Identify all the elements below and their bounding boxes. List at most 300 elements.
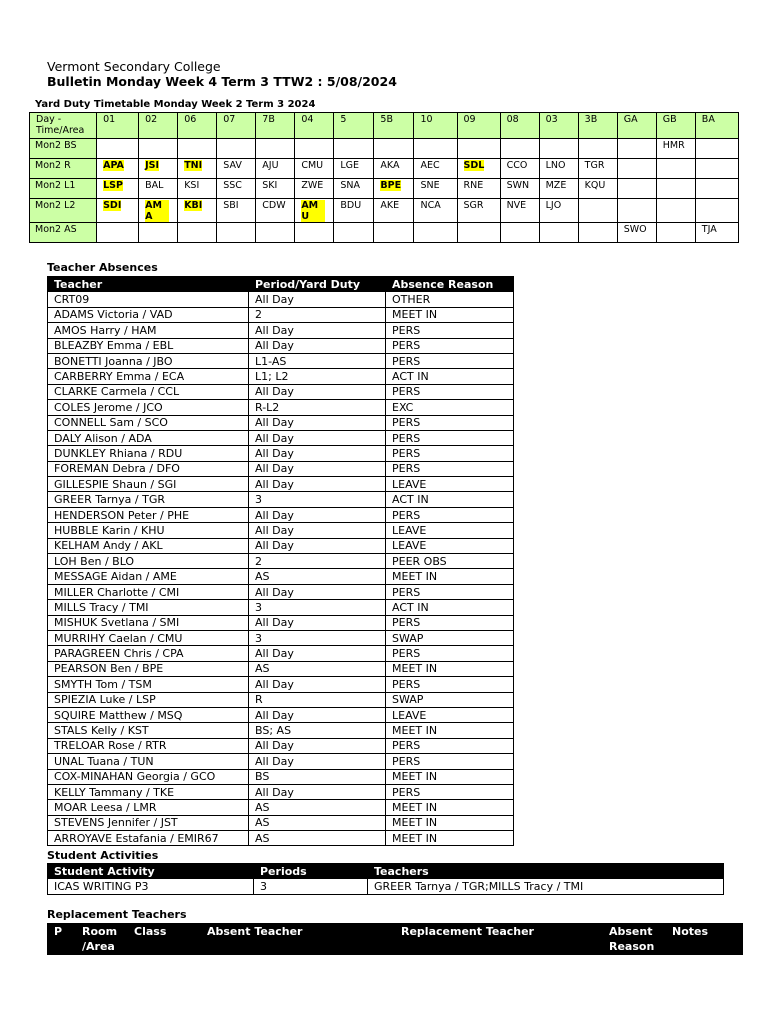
absence-row: [48, 477, 514, 492]
yard-duty-cell: [178, 139, 217, 159]
yard-duty-cell: [539, 159, 578, 179]
yard-duty-cell: [256, 179, 295, 199]
rep-col-class: Class: [134, 925, 167, 938]
duty-code: SAV: [223, 160, 242, 171]
yard-duty-cell: [334, 139, 374, 159]
absence-teacher: KELHAM Andy / AKL: [48, 538, 249, 553]
duty-code: CCO: [506, 160, 528, 171]
yard-duty-cell: [617, 179, 656, 199]
absence-reason: PERS: [386, 615, 514, 630]
absence-period: BS; AS: [249, 723, 386, 738]
duty-code: MZE: [545, 180, 567, 191]
absence-reason: PERS: [386, 584, 514, 599]
yard-duty-cell: [500, 159, 539, 179]
yard-duty-col-header: BA: [695, 113, 738, 139]
yard-duty-cell: [178, 159, 217, 179]
yard-duty-cell: [414, 199, 457, 223]
yard-duty-cell: [656, 199, 695, 223]
yard-duty-row-label: Mon2 BS: [30, 139, 97, 159]
yard-duty-row: [30, 139, 739, 159]
yard-duty-cell: [97, 223, 139, 243]
activities-header-row: [48, 864, 724, 879]
absence-teacher: ADAMS Victoria / VAD: [48, 307, 249, 322]
absence-row: [48, 523, 514, 538]
duty-code: AJU: [262, 160, 279, 171]
absence-reason: MEET IN: [386, 769, 514, 784]
absence-teacher: COX-MINAHAN Georgia / GCO: [48, 769, 249, 784]
absence-row: [48, 538, 514, 553]
yard-duty-col-header: GA: [617, 113, 656, 139]
col-period: Period/Yard Duty: [249, 277, 386, 292]
replacements-title: Replacement Teachers: [47, 908, 187, 921]
absence-row: [48, 646, 514, 661]
duty-code: SDL: [463, 160, 485, 171]
absence-reason: LEAVE: [386, 523, 514, 538]
duty-code: BAL: [145, 180, 164, 191]
duty-code: SNE: [420, 180, 440, 191]
absence-teacher: STALS Kelly / KST: [48, 723, 249, 738]
duty-code: BDU: [340, 200, 362, 211]
absence-period: 3: [249, 630, 386, 645]
absence-row: [48, 677, 514, 692]
absence-row: [48, 461, 514, 476]
duty-code: LGE: [340, 160, 360, 171]
yard-duty-cell: [414, 179, 457, 199]
absence-reason: PERS: [386, 677, 514, 692]
yard-duty-cell: [457, 139, 500, 159]
duty-code: LSP: [103, 180, 123, 191]
yard-duty-cell: [334, 223, 374, 243]
yard-duty-cell: [139, 159, 178, 179]
absence-reason: PERS: [386, 415, 514, 430]
yard-duty-cell: [539, 223, 578, 243]
yard-duty-col-header: 01: [97, 113, 139, 139]
absence-period: L1; L2: [249, 369, 386, 384]
col-reason: Absence Reason: [386, 277, 514, 292]
col-periods: Periods: [254, 864, 368, 879]
absence-teacher: FOREMAN Debra / DFO: [48, 461, 249, 476]
absence-reason: LEAVE: [386, 477, 514, 492]
absence-reason: PERS: [386, 430, 514, 445]
absence-teacher: LOH Ben / BLO: [48, 554, 249, 569]
yard-duty-cell: [539, 179, 578, 199]
yard-duty-cell: [457, 159, 500, 179]
absence-teacher: PEARSON Ben / BPE: [48, 661, 249, 676]
absence-row: [48, 815, 514, 830]
yard-duty-cell: [695, 139, 738, 159]
yard-duty-row-label: Mon2 L1: [30, 179, 97, 199]
duty-code: KQU: [584, 180, 606, 191]
absence-reason: PERS: [386, 507, 514, 522]
absence-reason: ACT IN: [386, 369, 514, 384]
duty-code: TNI: [184, 160, 203, 171]
yard-duty-col-header: 08: [500, 113, 539, 139]
absence-reason: ACT IN: [386, 600, 514, 615]
absence-period: BS: [249, 769, 386, 784]
yard-duty-cell: [695, 223, 738, 243]
yard-duty-cell: [578, 199, 617, 223]
rep-col-replacement-teacher: Replacement Teacher: [401, 925, 534, 938]
activity-teachers: GREER Tarnya / TGR;MILLS Tracy / TMI: [368, 879, 724, 894]
absence-period: All Day: [249, 754, 386, 769]
yard-duty-cell: [500, 199, 539, 223]
absence-period: AS: [249, 800, 386, 815]
absence-reason: PERS: [386, 461, 514, 476]
yard-duty-cell: [334, 179, 374, 199]
duty-code: SWN: [506, 180, 530, 191]
yard-duty-cell: [295, 223, 334, 243]
absence-teacher: HUBBLE Karin / KHU: [48, 523, 249, 538]
absence-row: [48, 292, 514, 307]
yard-duty-col-header: 06: [178, 113, 217, 139]
activity-periods: 3: [254, 879, 368, 894]
absence-period: All Day: [249, 461, 386, 476]
activities-title: Student Activities: [47, 849, 159, 862]
yard-duty-cell: [656, 159, 695, 179]
absence-row: [48, 723, 514, 738]
absence-row: [48, 630, 514, 645]
absence-period: All Day: [249, 477, 386, 492]
absence-teacher: DUNKLEY Rhiana / RDU: [48, 446, 249, 461]
absence-teacher: CRT09: [48, 292, 249, 307]
absence-teacher: BONETTI Joanna / JBO: [48, 353, 249, 368]
absence-teacher: CONNELL Sam / SCO: [48, 415, 249, 430]
duty-code: KBI: [184, 200, 203, 211]
absence-reason: MEET IN: [386, 569, 514, 584]
yard-duty-row-label: Mon2 R: [30, 159, 97, 179]
yard-duty-cell: [374, 179, 414, 199]
absence-period: 2: [249, 554, 386, 569]
yard-duty-col-header: 02: [139, 113, 178, 139]
duty-code: SNA: [340, 180, 361, 191]
absence-reason: EXC: [386, 400, 514, 415]
yard-duty-cell: [295, 179, 334, 199]
absence-row: [48, 338, 514, 353]
rep-col-absent-teacher: Absent Teacher: [207, 925, 303, 938]
yard-duty-cell: [256, 159, 295, 179]
yard-duty-cell: [656, 179, 695, 199]
absence-period: 3: [249, 600, 386, 615]
absence-row: [48, 738, 514, 753]
absence-period: All Day: [249, 738, 386, 753]
yard-duty-cell: [695, 179, 738, 199]
yard-duty-row: [30, 223, 739, 243]
yard-duty-col-header: 10: [414, 113, 457, 139]
col-teacher: Teacher: [48, 277, 249, 292]
yard-duty-cell: [97, 179, 139, 199]
absence-period: All Day: [249, 584, 386, 599]
yard-duty-cell: [617, 139, 656, 159]
yard-duty-cell: [414, 139, 457, 159]
absence-row: [48, 554, 514, 569]
absence-period: All Day: [249, 523, 386, 538]
activity-row: [48, 879, 724, 894]
absence-reason: MEET IN: [386, 815, 514, 830]
yard-duty-cell: [539, 199, 578, 223]
duty-code: LJO: [545, 200, 562, 211]
duty-code: SBI: [223, 200, 239, 211]
yard-duty-cell: [695, 159, 738, 179]
absence-row: [48, 692, 514, 707]
absences-table: [47, 276, 514, 846]
rep-col-p: P: [54, 925, 63, 938]
yard-duty-cell: [97, 139, 139, 159]
yard-duty-cell: [457, 179, 500, 199]
yard-duty-cell: [500, 179, 539, 199]
duty-code: ZWE: [301, 180, 324, 191]
yard-duty-cell: [97, 199, 139, 223]
yard-duty-cell: [295, 139, 334, 159]
yard-duty-cell: [578, 139, 617, 159]
absence-teacher: ARROYAVE Estafania / EMIR67: [48, 831, 249, 846]
absence-row: [48, 415, 514, 430]
absence-teacher: SPIEZIA Luke / LSP: [48, 692, 249, 707]
absence-reason: MEET IN: [386, 723, 514, 738]
yard-duty-cell: [414, 159, 457, 179]
absence-period: All Day: [249, 292, 386, 307]
absence-row: [48, 430, 514, 445]
col-activity: Student Activity: [48, 864, 254, 879]
yard-duty-cell: [256, 139, 295, 159]
yard-duty-cell: [414, 223, 457, 243]
absence-row: [48, 754, 514, 769]
yard-duty-col-header: 3B: [578, 113, 617, 139]
yard-duty-cell: [374, 223, 414, 243]
yard-duty-cell: [617, 223, 656, 243]
yard-duty-row-label: Mon2 L2: [30, 199, 97, 223]
duty-code: NCA: [420, 200, 441, 211]
absence-period: R-L2: [249, 400, 386, 415]
absence-period: All Day: [249, 384, 386, 399]
absence-reason: PERS: [386, 784, 514, 799]
yard-duty-cell: [139, 223, 178, 243]
yard-duty-row: [30, 199, 739, 223]
absence-teacher: HENDERSON Peter / PHE: [48, 507, 249, 522]
yard-duty-col-header: Day - Time/Area: [30, 113, 97, 139]
yard-duty-cell: [139, 179, 178, 199]
yard-duty-cell: [217, 159, 256, 179]
absence-teacher: MESSAGE Aidan / AME: [48, 569, 249, 584]
yard-duty-cell: [178, 179, 217, 199]
yard-duty-cell: [256, 223, 295, 243]
absence-row: [48, 584, 514, 599]
yard-duty-cell: [500, 223, 539, 243]
absence-row: [48, 769, 514, 784]
yard-duty-cell: [295, 159, 334, 179]
absence-reason: ACT IN: [386, 492, 514, 507]
absence-teacher: CLARKE Carmela / CCL: [48, 384, 249, 399]
yard-duty-cell: [139, 199, 178, 223]
duty-code: CMU: [301, 160, 324, 171]
yard-duty-cell: [374, 139, 414, 159]
duty-code: JSI: [145, 160, 160, 171]
absence-period: AS: [249, 815, 386, 830]
yard-duty-cell: [457, 223, 500, 243]
absence-teacher: UNAL Tuana / TUN: [48, 754, 249, 769]
duty-code: CDW: [262, 200, 286, 211]
absence-period: AS: [249, 831, 386, 846]
absence-period: All Day: [249, 415, 386, 430]
absence-reason: MEET IN: [386, 831, 514, 846]
yard-duty-cell: [334, 159, 374, 179]
absence-period: AS: [249, 661, 386, 676]
absence-period: All Day: [249, 430, 386, 445]
absence-row: [48, 661, 514, 676]
yard-duty-cell: [656, 223, 695, 243]
absence-reason: PERS: [386, 353, 514, 368]
duty-code: RNE: [463, 180, 484, 191]
absence-teacher: GREER Tarnya / TGR: [48, 492, 249, 507]
yard-duty-cell: [178, 199, 217, 223]
absence-period: 2: [249, 307, 386, 322]
yard-duty-cell: [656, 139, 695, 159]
absence-teacher: MOAR Leesa / LMR: [48, 800, 249, 815]
duty-code: AKE: [380, 200, 400, 211]
duty-code: TJA: [701, 224, 717, 235]
absence-period: R: [249, 692, 386, 707]
yard-duty-cell: [178, 223, 217, 243]
col-teachers: Teachers: [368, 864, 724, 879]
absence-period: AS: [249, 569, 386, 584]
absence-teacher: PARAGREEN Chris / CPA: [48, 646, 249, 661]
absence-period: All Day: [249, 446, 386, 461]
absence-period: All Day: [249, 338, 386, 353]
absence-reason: MEET IN: [386, 800, 514, 815]
absence-reason: PERS: [386, 646, 514, 661]
absence-teacher: SQUIRE Matthew / MSQ: [48, 707, 249, 722]
yard-duty-cell: [539, 139, 578, 159]
absence-reason: PERS: [386, 754, 514, 769]
duty-code: AMU: [301, 200, 325, 222]
absence-reason: OTHER: [386, 292, 514, 307]
absence-reason: PEER OBS: [386, 554, 514, 569]
absence-row: [48, 800, 514, 815]
absence-teacher: MURRIHY Caelan / CMU: [48, 630, 249, 645]
absence-row: [48, 446, 514, 461]
absence-reason: PERS: [386, 384, 514, 399]
absence-row: [48, 307, 514, 322]
absence-row: [48, 369, 514, 384]
absence-period: All Day: [249, 707, 386, 722]
absence-teacher: MILLS Tracy / TMI: [48, 600, 249, 615]
yard-duty-cell: [334, 199, 374, 223]
absence-period: All Day: [249, 507, 386, 522]
absence-reason: SWAP: [386, 692, 514, 707]
yard-duty-cell: [695, 199, 738, 223]
absence-row: [48, 707, 514, 722]
absence-row: [48, 323, 514, 338]
absence-teacher: MISHUK Svetlana / SMI: [48, 615, 249, 630]
absence-row: [48, 492, 514, 507]
yard-duty-cell: [217, 223, 256, 243]
absence-reason: LEAVE: [386, 538, 514, 553]
absence-period: All Day: [249, 615, 386, 630]
absence-period: All Day: [249, 323, 386, 338]
absence-row: [48, 400, 514, 415]
absence-reason: LEAVE: [386, 707, 514, 722]
absence-reason: MEET IN: [386, 307, 514, 322]
yard-duty-cell: [617, 199, 656, 223]
absence-reason: SWAP: [386, 630, 514, 645]
absence-teacher: TRELOAR Rose / RTR: [48, 738, 249, 753]
absence-row: [48, 615, 514, 630]
absence-reason: PERS: [386, 738, 514, 753]
yard-duty-row: [30, 159, 739, 179]
absence-row: [48, 353, 514, 368]
yard-duty-header-row: [30, 113, 739, 139]
absence-teacher: CARBERRY Emma / ECA: [48, 369, 249, 384]
yard-duty-col-header: GB: [656, 113, 695, 139]
absence-teacher: GILLESPIE Shaun / SGI: [48, 477, 249, 492]
yard-duty-col-header: 07: [217, 113, 256, 139]
absence-teacher: STEVENS Jennifer / JST: [48, 815, 249, 830]
duty-code: APA: [103, 160, 124, 171]
yard-duty-col-header: 09: [457, 113, 500, 139]
absence-period: L1-AS: [249, 353, 386, 368]
yard-duty-row-label: Mon2 AS: [30, 223, 97, 243]
absence-period: All Day: [249, 538, 386, 553]
absences-header-row: [48, 277, 514, 292]
absence-teacher: MILLER Charlotte / CMI: [48, 584, 249, 599]
school-name: Vermont Secondary College: [47, 59, 221, 74]
absence-teacher: DALY Alison / ADA: [48, 430, 249, 445]
duty-code: LNO: [545, 160, 566, 171]
yard-duty-cell: [97, 159, 139, 179]
absence-teacher: SMYTH Tom / TSM: [48, 677, 249, 692]
duty-code: AEC: [420, 160, 440, 171]
yard-duty-title: Yard Duty Timetable Monday Week 2 Term 3 2024: [35, 99, 316, 110]
yard-duty-cell: [374, 199, 414, 223]
yard-duty-col-header: 04: [295, 113, 334, 139]
absence-row: [48, 600, 514, 615]
absence-period: All Day: [249, 646, 386, 661]
yard-duty-col-header: 5: [334, 113, 374, 139]
duty-code: HMR: [662, 140, 685, 151]
absence-reason: PERS: [386, 338, 514, 353]
yard-duty-cell: [457, 199, 500, 223]
activity-name: ICAS WRITING P3: [48, 879, 254, 894]
duty-code: SWO: [623, 224, 647, 235]
duty-code: SGR: [463, 200, 484, 211]
yard-duty-cell: [217, 179, 256, 199]
absence-period: 3: [249, 492, 386, 507]
duty-code: SDI: [103, 200, 122, 211]
absences-title: Teacher Absences: [47, 261, 158, 274]
yard-duty-cell: [578, 223, 617, 243]
absence-row: [48, 569, 514, 584]
duty-code: AKA: [380, 160, 400, 171]
duty-code: TGR: [584, 160, 605, 171]
yard-duty-row: [30, 179, 739, 199]
absence-reason: PERS: [386, 323, 514, 338]
duty-code: AMA: [145, 200, 169, 222]
duty-code: SSC: [223, 180, 242, 191]
yard-duty-col-header: 5B: [374, 113, 414, 139]
absence-period: All Day: [249, 784, 386, 799]
yard-duty-table: [29, 112, 739, 243]
absence-reason: MEET IN: [386, 661, 514, 676]
duty-code: BPE: [380, 180, 402, 191]
yard-duty-cell: [374, 159, 414, 179]
yard-duty-cell: [256, 199, 295, 223]
yard-duty-col-header: 7B: [256, 113, 295, 139]
yard-duty-cell: [617, 159, 656, 179]
absence-teacher: KELLY Tammany / TKE: [48, 784, 249, 799]
yard-duty-cell: [295, 199, 334, 223]
bulletin-title: Bulletin Monday Week 4 Term 3 TTW2 : 5/08/2024: [47, 74, 397, 89]
absence-teacher: COLES Jerome / JCO: [48, 400, 249, 415]
rep-col-absent-reason: Absent Reason: [609, 925, 655, 953]
